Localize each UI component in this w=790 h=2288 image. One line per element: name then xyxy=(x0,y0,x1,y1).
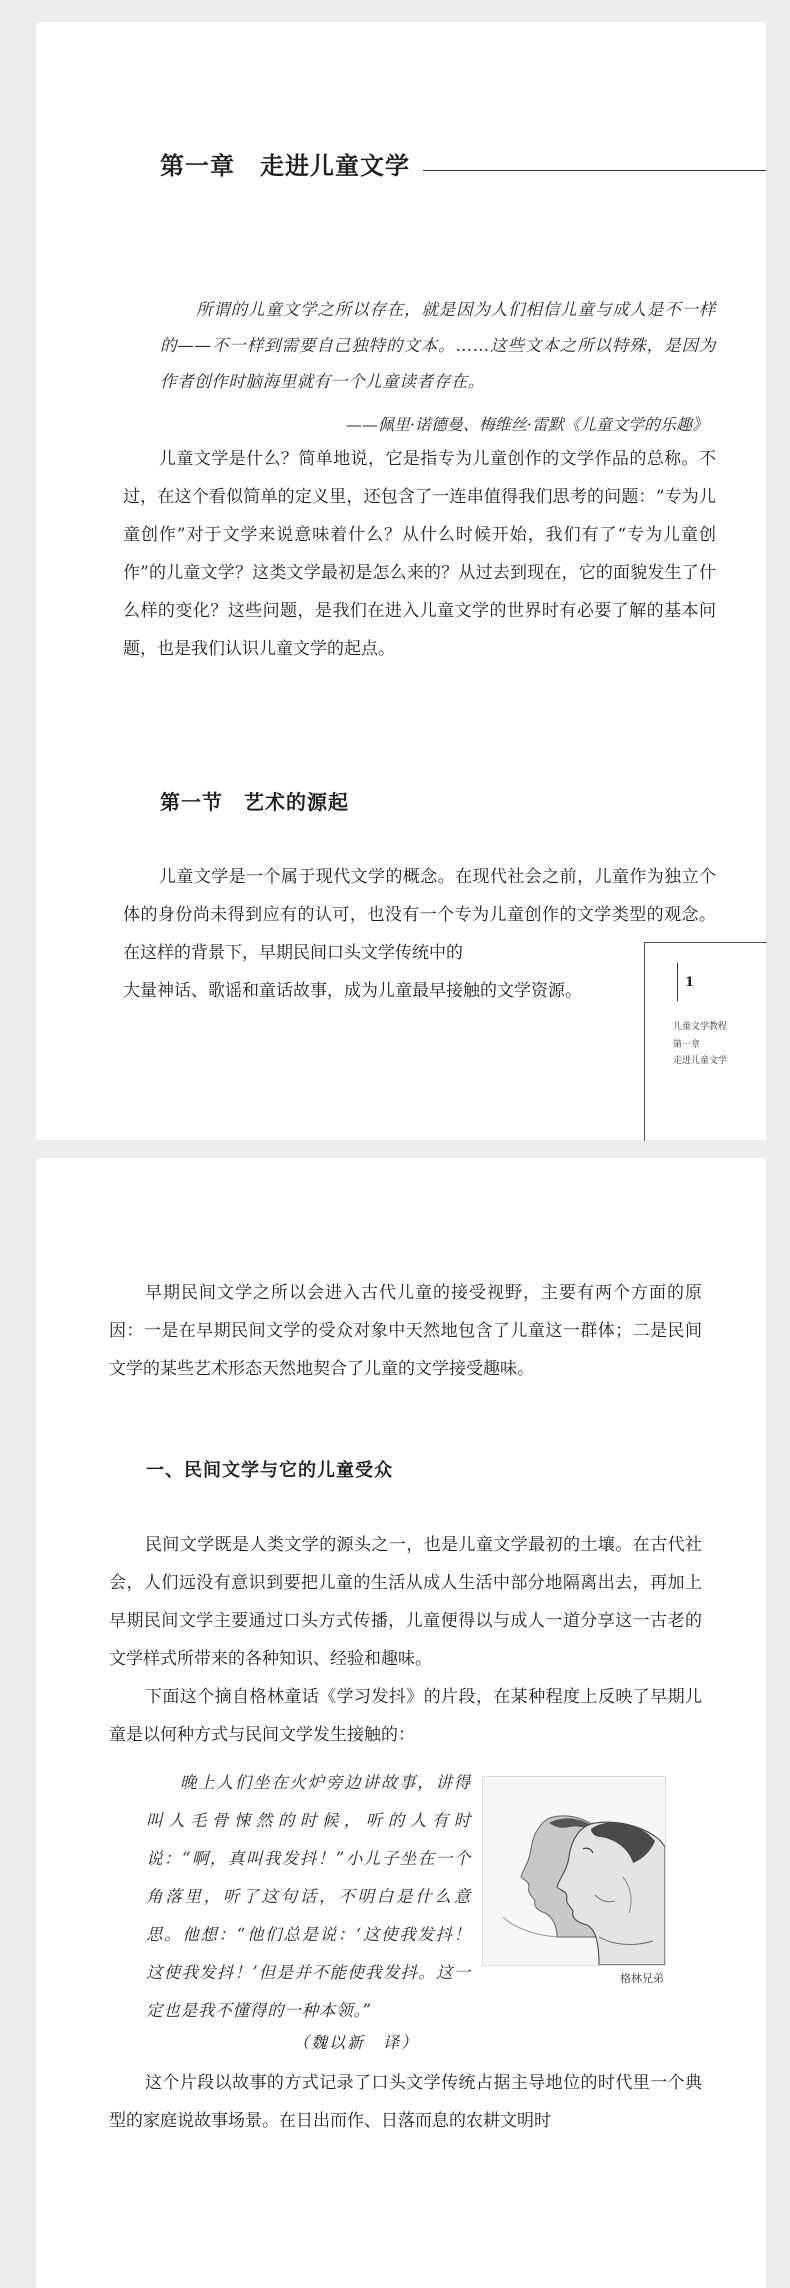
folio-chapter: 第一章 xyxy=(673,1040,701,1050)
paragraph-reasons: 早期民间文学之所以会进入古代儿童的接受视野，主要有两个方面的原因：一是在早期民间文学的受众对象中天然地包含了儿童这一群体；二是民间文学的某些艺术形态天然地契合了儿童的文学接受趣味。 xyxy=(109,1283,702,1379)
paragraph-folk-literature: 民间文学既是人类文学的源头之一，也是儿童文学最初的土壤。在古代社会，人们远没有意识到要把儿童的生活从成人生活中部分地隔离出去，再加上早期民间文学主要通过口头方式传播，儿童便得以与成人一道分享这一古老的文学样式所带来的各种知识、经验和趣味。 xyxy=(109,1535,702,1669)
intro-paragraph: 儿童文学是什么？简单地说，它是指专为儿童创作的文学作品的总称。不过，在这个看似简单的定义里，还包含了一连串值得我们思考的问题：“专为儿童创作”对于文学来说意味着什么？从什么时候开始，我们有了“专为儿童创作”的儿童文学？这类文学最初是怎么来的？从过去到现在，它的面貌发生了什么样的变化？这些问题，是我们在进入儿童文学的世界时有必要了解的基本问题，也是我们认识儿童文学的起点。 xyxy=(123,449,716,659)
subsection-title: 一、民间文学与它的儿童受众 xyxy=(146,1460,393,1481)
paragraph-grimm-intro: 下面这个摘自格林童话《学习发抖》的片段，在某种程度上反映了早期儿童是以何种方式与民间文学发生接触的： xyxy=(109,1687,702,1745)
epigraph-quote: 所谓的儿童文学之所以存在，就是因为人们相信儿童与成人是不一样的——不一样到需要自己独特的文本。……这些文本之所以特殊，是因为作者创作时脑海里就有一个儿童读者存在。 xyxy=(160,300,716,391)
chapter-title-rule xyxy=(423,170,766,171)
grimm-quote: 晚上人们坐在火炉旁边讲故事，讲得叫人毛骨悚然的时候，听的人有时说：“啊，真叫我发抖！”小儿子坐在一个角落里，听了这句话，不明白是什么意思。他想：“他们总是说：‘这使我发抖！这使我发抖！’但是并不能使我发抖。这一定也是我不懂得的一种本领。” xyxy=(146,1773,471,2020)
folio-book-title: 儿童文学教程 xyxy=(673,1022,728,1032)
section-title: 第一节 艺术的源起 xyxy=(160,790,349,814)
chapter-title: 第一章 走进儿童文学 xyxy=(160,151,410,180)
paragraph-storytelling: 这个片段以故事的方式记录了口头文学传统占据主导地位的时代里一个典型的家庭说故事场景。在日出而作、日落而息的农耕文明时 xyxy=(109,2073,702,2131)
portrait-caption: 格林兄弟 xyxy=(620,1972,664,1985)
grimm-brothers-portrait xyxy=(482,1776,666,1966)
page-number: 1 xyxy=(685,975,695,990)
folio-chapter-name: 走进儿童文学 xyxy=(673,1056,728,1066)
translator-credit: （魏以新 译） xyxy=(292,2033,419,2052)
folio-box xyxy=(644,942,767,1141)
epigraph-source: ——佩里·诺德曼、梅维丝·雷默《儿童文学的乐趣》 xyxy=(345,415,708,434)
portrait-illustration xyxy=(483,1777,665,1965)
section-paragraph: 儿童文学是一个属于现代文学的概念。在现代社会之前，儿童作为独立个体的身份尚未得到应有的认可，也没有一个专为儿童创作的文学类型的观念。在这样的背景下，早期民间口头文学传统中的 xyxy=(123,867,716,963)
book-page-1 xyxy=(36,22,766,1140)
book-page-2 xyxy=(36,1158,766,2288)
section-paragraph-continued: 大量神话、歌谣和童话故事，成为儿童最早接触的文学资源。 xyxy=(123,981,582,1001)
folio-bar xyxy=(677,963,678,1001)
